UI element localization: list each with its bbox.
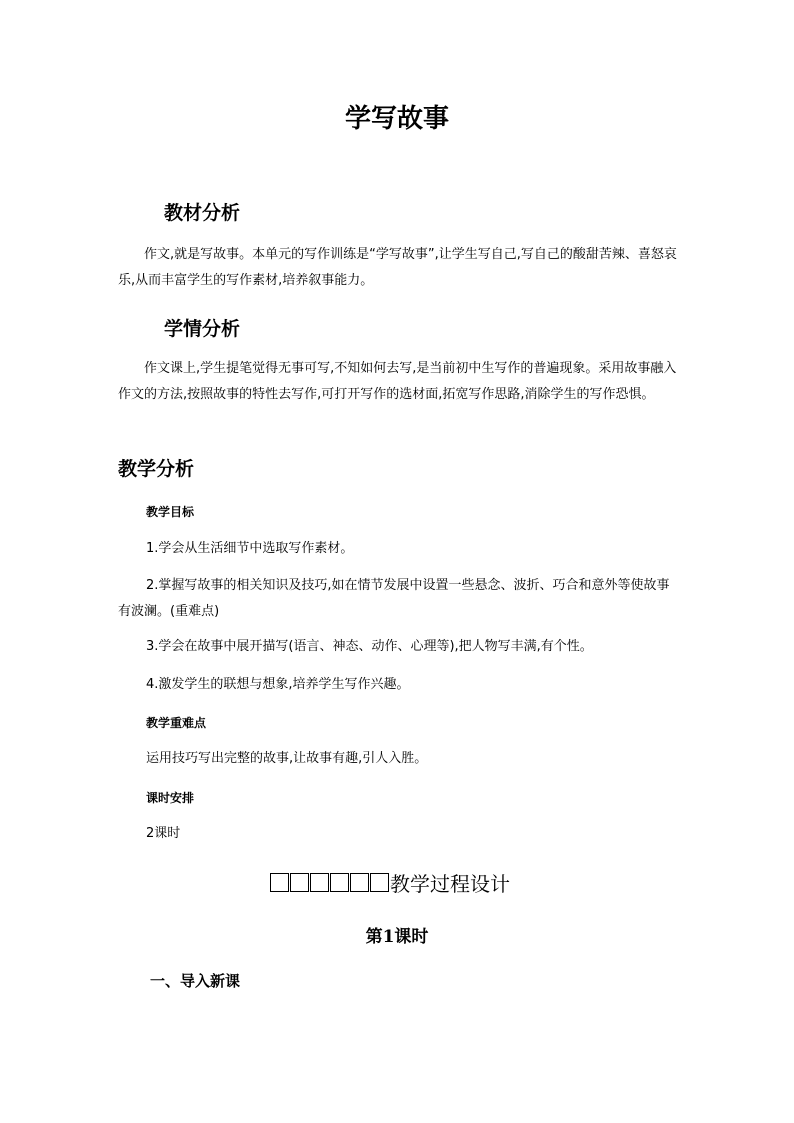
student-analysis-text: 作文课上,学生提笔觉得无事可写,不知如何去写,是当前初中生写作的普遍现象。采用故事融入作文的方法,按照故事的特性去写作,可打开写作的选材面,拓宽写作思路,消除学生的写作恐惧。 — [118, 361, 677, 402]
schedule-text: 2课时 — [146, 826, 181, 841]
teaching-analysis-heading: 教学分析 — [118, 458, 195, 480]
process-design-heading — [270, 868, 510, 897]
lesson-1-heading: 第1课时 — [365, 927, 429, 947]
material-analysis-heading: 教材分析 — [164, 202, 241, 224]
missing-glyph-boxes — [270, 873, 390, 892]
process-design-title: 教学过程设计 — [390, 872, 510, 896]
key-points-label: 教学重难点 — [146, 716, 207, 730]
step-1-heading: 一、导入新课 — [150, 972, 241, 990]
material-analysis-text: 作文,就是写故事。本单元的写作训练是“学写故事”,让学生写自己,写自己的酸甜苦辣、喜怒哀乐,从而丰富学生的写作素材,培养叙事能力。 — [118, 247, 677, 288]
teaching-goal-1: 1.学会从生活细节中选取写作素材。 — [146, 541, 354, 556]
student-analysis-heading: 学情分析 — [164, 318, 241, 340]
key-points-text: 运用技巧写出完整的故事,让故事有趣,引人入胜。 — [146, 751, 428, 766]
document-title: 学写故事 — [344, 104, 449, 134]
schedule-label: 课时安排 — [146, 791, 195, 805]
teaching-goal-4: 4.激发学生的联想与想象,培养学生写作兴趣。 — [146, 677, 410, 692]
teaching-goal-2: 2.掌握写故事的相关知识及技巧,如在情节发展中设置一些悬念、波折、巧合和意外等使故事有波澜。(重难点) — [118, 578, 670, 619]
teaching-goals-label: 教学目标 — [146, 505, 195, 519]
teaching-goal-3: 3.学会在故事中展开描写(语言、神态、动作、心理等),把人物写丰满,有个性。 — [146, 639, 593, 654]
